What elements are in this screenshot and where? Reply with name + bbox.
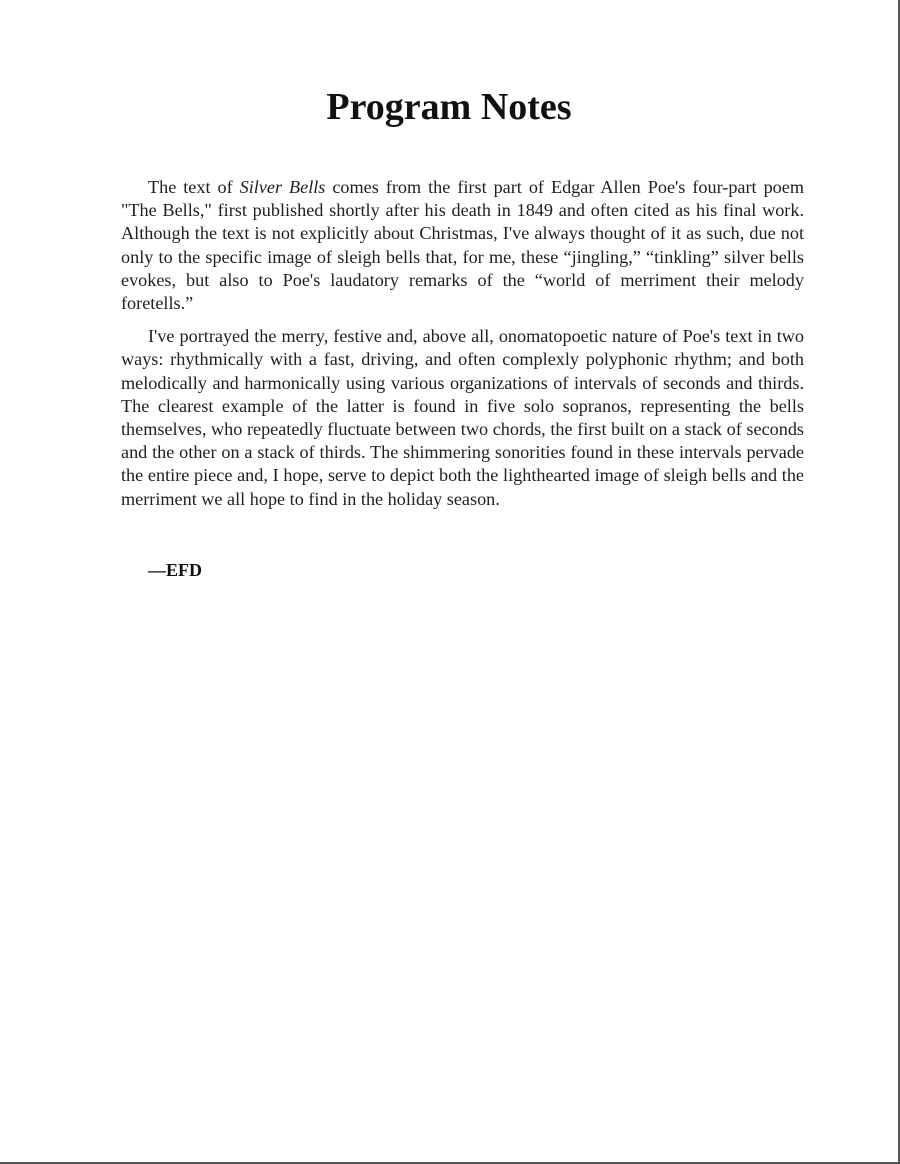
work-title-italic: Silver Bells [239,177,326,197]
paragraph-1-rest: comes from the first part of Edgar Allen Poe's four-part poem "The Bells," first published shortly after his death in 1849 and often cited as his final work. Although the text is not explicitly about Christmas, I've always thought of it as such, due not only to the specific image of sleigh bells that, for me, these “jingling,” “tinkling” silver bells evokes, but also to Poe's laudatory remarks of the “world of merriment their melody foretells.” [121,177,804,314]
paragraph-1-intro: The text of [148,177,240,197]
author-signature: —EFD [148,560,202,580]
document-body [121,176,804,521]
paragraph-1 [121,176,804,315]
paragraph-2: I've portrayed the merry, festive and, above all, onomatopoetic nature of Poe's text in two ways: rhythmically with a fast, driving, and often complexly polyphonic rhythm; and both melodically and harmonically using various organizations of intervals of seconds and thirds. The clearest example of the latter is found in five solo sopranos, representing the bells themselves, who repeatedly fluctuate between two chords, the first built on a stack of seconds and the other on a stack of thirds. The shimmering sonorities found in these intervals pervade the entire piece and, I hope, serve to depict both the lighthearted image of sleigh bells and the merriment we all hope to find in the holiday season. [121,326,804,509]
page-title: Program Notes [326,86,572,128]
